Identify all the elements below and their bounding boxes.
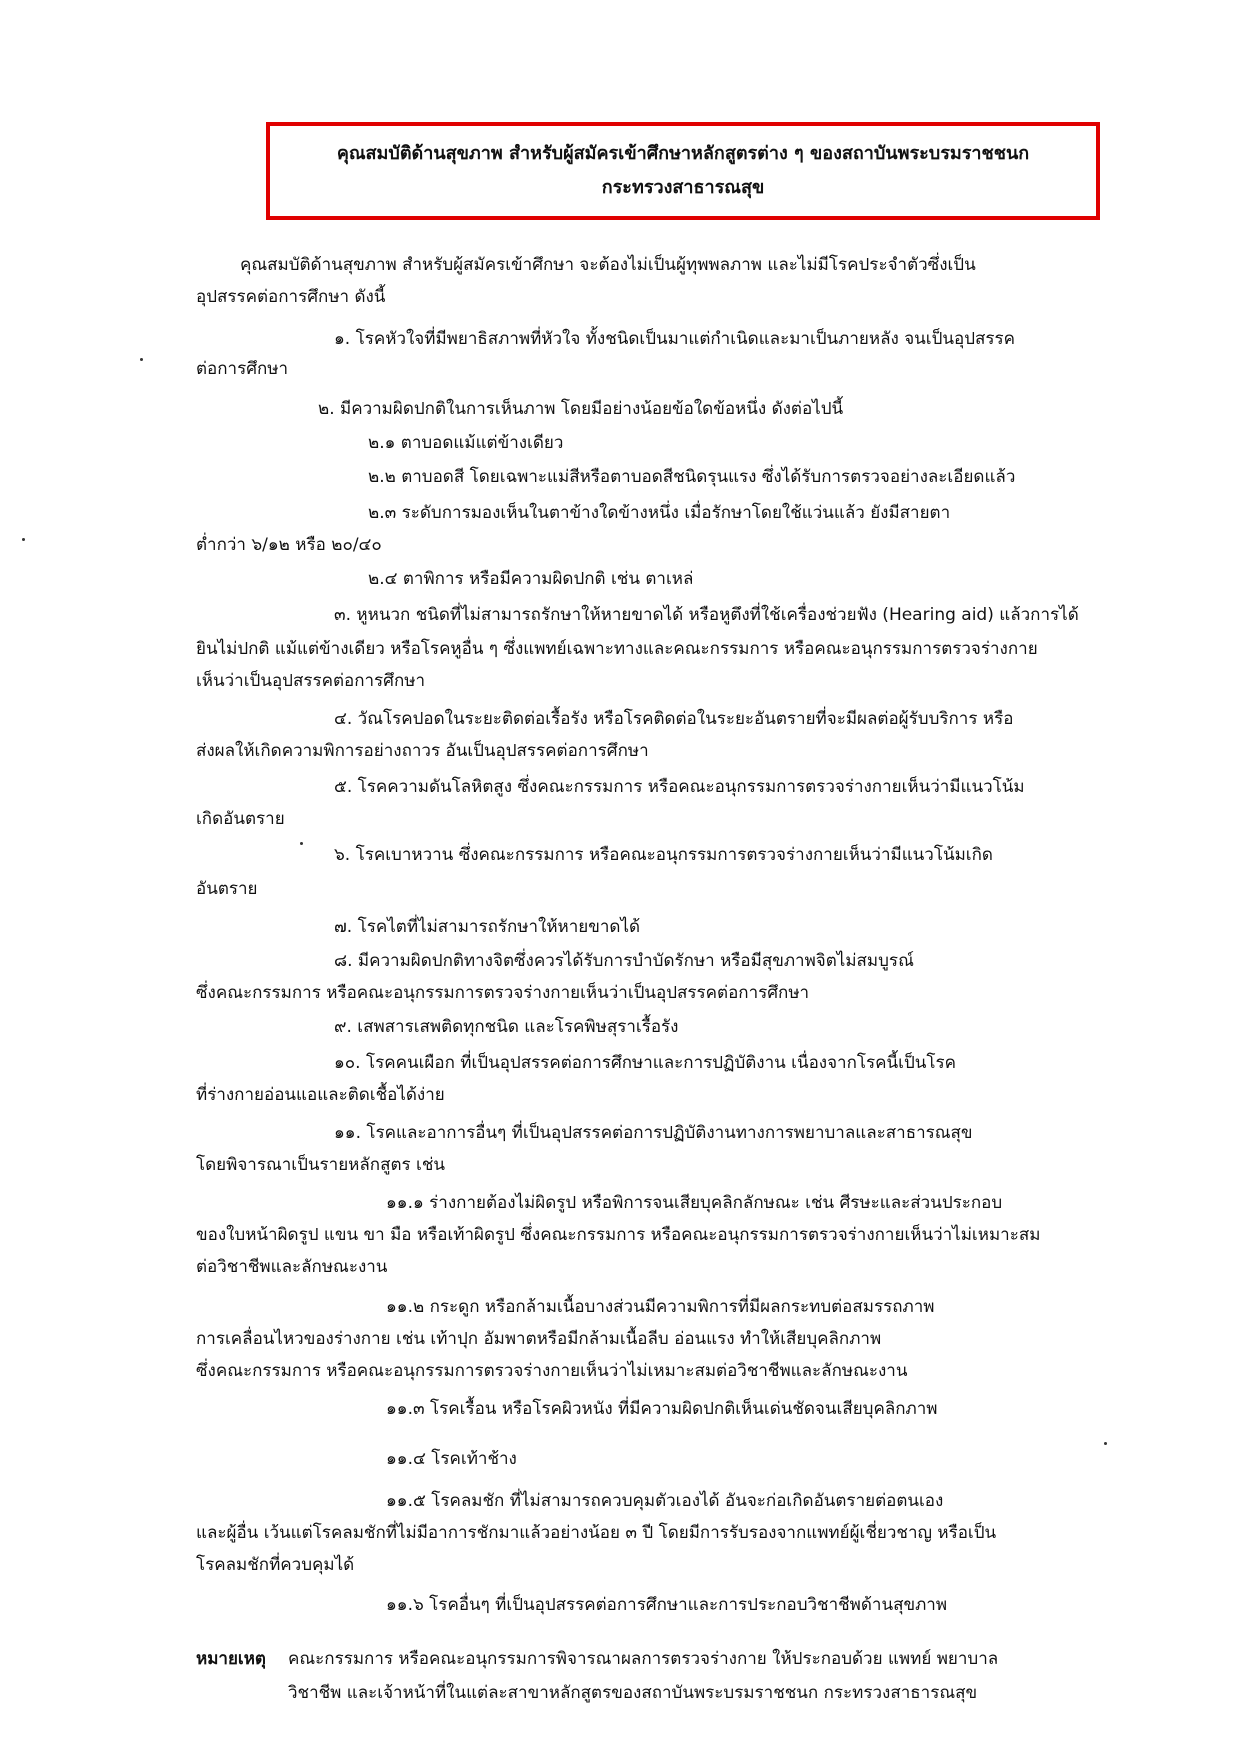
item5-line-1: ๕. โรคความดันโลหิตสูง ซึ่งคณะกรรมการ หรือคณะอนุกรรมการตรวจร่างกายเห็นว่ามีแนวโน้ม [334,777,1025,797]
item11-sub-5-line-1: ๑๑.๕ โรคลมชัก ที่ไม่สามารถควบคุมตัวเองได้ อันจะก่อเกิดอันตรายต่อตนเอง [386,1491,944,1511]
item11-sub-5-line-2: และผู้อื่น เว้นแต่โรคลมชักที่ไม่มีอาการชักมาแล้วอย่างน้อย ๓ ปี โดยมีการรับรองจากแพทย์ผู้เชี่ยวชาญ หรือเป็น [196,1523,997,1543]
item8-line-2: ซึ่งคณะกรรมการ หรือคณะอนุกรรมการตรวจร่างกายเห็นว่าเป็นอุปสรรคต่อการศึกษา [196,983,810,1003]
item10-line-2: ที่ร่างกายอ่อนแอและติดเชื้อได้ง่าย [196,1085,445,1105]
item10-line-1: ๑๐. โรคคนเผือก ที่เป็นอุปสรรคต่อการศึกษาและการปฏิบัติงาน เนื่องจากโรคนี้เป็นโรค [334,1053,957,1073]
scan-speck [300,842,303,845]
item8-line-1: ๘. มีความผิดปกติทางจิตซึ่งควรได้รับการบำบัดรักษา หรือมีสุขภาพจิตไม่สมบูรณ์ [334,951,914,971]
title-box [266,122,1100,220]
scan-speck [140,358,143,361]
item11-sub-2-line-3: ซึ่งคณะกรรมการ หรือคณะอนุกรรมการตรวจร่างกายเห็นว่าไม่เหมาะสมต่อวิชาชีพและลักษณะงาน [196,1361,908,1381]
item2-sub-3-line-1: ๒.๓ ระดับการมองเห็นในตาข้างใดข้างหนึ่ง เมื่อรักษาโดยใช้แว่นแล้ว ยังมีสายตา [368,503,951,523]
item4-line-1: ๔. วัณโรคปอดในระยะติดต่อเรื้อรัง หรือโรคติดต่อในระยะอันตรายที่จะมีผลต่อผู้รับบริการ หรือ [334,709,1014,729]
note-line-2: วิชาชีพ และเจ้าหน้าที่ในแต่ละสาขาหลักสูตรของสถาบันพระบรมราชชนก กระทรวงสาธารณสุข [288,1683,978,1703]
note-line-1: คณะกรรมการ หรือคณะอนุกรรมการพิจารณาผลการตรวจร่างกาย ให้ประกอบด้วย แพทย์ พยาบาล [288,1649,999,1669]
item11-sub-3: ๑๑.๓ โรคเรื้อน หรือโรคผิวหนัง ที่มีความผิดปกติเห็นเด่นชัดจนเสียบุคลิกภาพ [386,1399,938,1419]
item5-line-2: เกิดอันตราย [196,809,285,829]
item7-line-1: ๗. โรคไตที่ไม่สามารถรักษาให้หายขาดได้ [334,917,641,937]
note-label: หมายเหตุ [196,1649,266,1669]
item9-line-1: ๙. เสพสารเสพติดทุกชนิด และโรคพิษสุราเรื้อรัง [334,1017,679,1037]
intro-line-1: คุณสมบัติด้านสุขภาพ สำหรับผู้สมัครเข้าศึกษา จะต้องไม่เป็นผู้ทุพพลภาพ และไม่มีโรคประจำตัวซึ่งเป็น [240,255,976,275]
item11-line-2: โดยพิจารณาเป็นรายหลักสูตร เช่น [196,1155,445,1175]
scan-speck [1104,1442,1107,1445]
title-line-2: กระทรวงสาธารณสุข [601,177,765,198]
intro-line-2: อุปสรรคต่อการศึกษา ดังนี้ [196,287,386,307]
item11-sub-1-line-3: ต่อวิชาชีพและลักษณะงาน [196,1257,388,1277]
item11-line-1: ๑๑. โรคและอาการอื่นๆ ที่เป็นอุปสรรคต่อการปฏิบัติงานทางการพยาบาลและสาธารณสุข [334,1123,973,1143]
item3-line-1: ๓. หูหนวก ชนิดที่ไม่สามารถรักษาให้หายขาดได้ หรือหูตึงที่ใช้เครื่องช่วยฟัง (Hearing aid) แล้วการได้ [334,605,1079,625]
item11-sub-5-line-3: โรคลมชักที่ควบคุมได้ [196,1555,355,1575]
item11-sub-1-line-1: ๑๑.๑ ร่างกายต้องไม่ผิดรูป หรือพิการจนเสียบุคลิกลักษณะ เช่น ศีรษะและส่วนประกอบ [386,1193,1003,1213]
title-line-1: คุณสมบัติด้านสุขภาพ สำหรับผู้สมัครเข้าศึกษาหลักสูตรต่าง ๆ ของสถาบันพระบรมราชชนก [336,143,1030,164]
item3-line-3: เห็นว่าเป็นอุปสรรคต่อการศึกษา [196,671,426,691]
item2-line-1: ๒. มีความผิดปกติในการเห็นภาพ โดยมีอย่างน้อยข้อใดข้อหนึ่ง ดังต่อไปนี้ [318,399,844,419]
item11-sub-2-line-1: ๑๑.๒ กระดูก หรือกล้ามเนื้อบางส่วนมีความพิการที่มีผลกระทบต่อสมรรถภาพ [386,1297,935,1317]
item1-line-1: ๑. โรคหัวใจที่มีพยาธิสภาพที่หัวใจ ทั้งชนิดเป็นมาแต่กำเนิดและมาเป็นภายหลัง จนเป็นอุปสรรค [334,329,1016,349]
scan-speck [22,538,25,541]
item11-sub-6: ๑๑.๖ โรคอื่นๆ ที่เป็นอุปสรรคต่อการศึกษาและการประกอบวิชาชีพด้านสุขภาพ [386,1595,948,1615]
item6-line-1: ๖. โรคเบาหวาน ซึ่งคณะกรรมการ หรือคณะอนุกรรมการตรวจร่างกายเห็นว่ามีแนวโน้มเกิด [334,845,993,865]
item3-line-2: ยินไม่ปกติ แม้แต่ข้างเดียว หรือโรคหูอื่น ๆ ซึ่งแพทย์เฉพาะทางและคณะกรรมการ หรือคณะอนุกรรมการตรวจร่างกาย [196,639,1038,659]
item11-sub-4: ๑๑.๔ โรคเท้าช้าง [386,1449,517,1469]
item11-sub-2-line-2: การเคลื่อนไหวของร่างกาย เช่น เท้าปุก อัมพาตหรือมีกล้ามเนื้อลีบ อ่อนแรง ทำให้เสียบุคลิกภาพ [196,1329,882,1349]
item4-line-2: ส่งผลให้เกิดความพิการอย่างถาวร อันเป็นอุปสรรคต่อการศึกษา [196,741,649,761]
item2-sub-2: ๒.๒ ตาบอดสี โดยเฉพาะแม่สีหรือตาบอดสีชนิดรุนแรง ซึ่งได้รับการตรวจอย่างละเอียดแล้ว [368,467,1016,487]
item6-line-2: อันตราย [196,879,258,899]
item2-sub-1: ๒.๑ ตาบอดแม้แต่ข้างเดียว [368,433,564,453]
item2-sub-3-line-2: ต่ำกว่า ๖/๑๒ หรือ ๒๐/๔๐ [196,535,382,555]
item11-sub-1-line-2: ของใบหน้าผิดรูป แขน ขา มือ หรือเท้าผิดรูป ซึ่งคณะกรรมการ หรือคณะอนุกรรมการตรวจร่างกายเห็นว่าไม่เหมาะสม [196,1225,1041,1245]
item1-line-2: ต่อการศึกษา [196,359,289,379]
item2-sub-4: ๒.๔ ตาพิการ หรือมีความผิดปกติ เช่น ตาเหล่ [368,569,694,589]
